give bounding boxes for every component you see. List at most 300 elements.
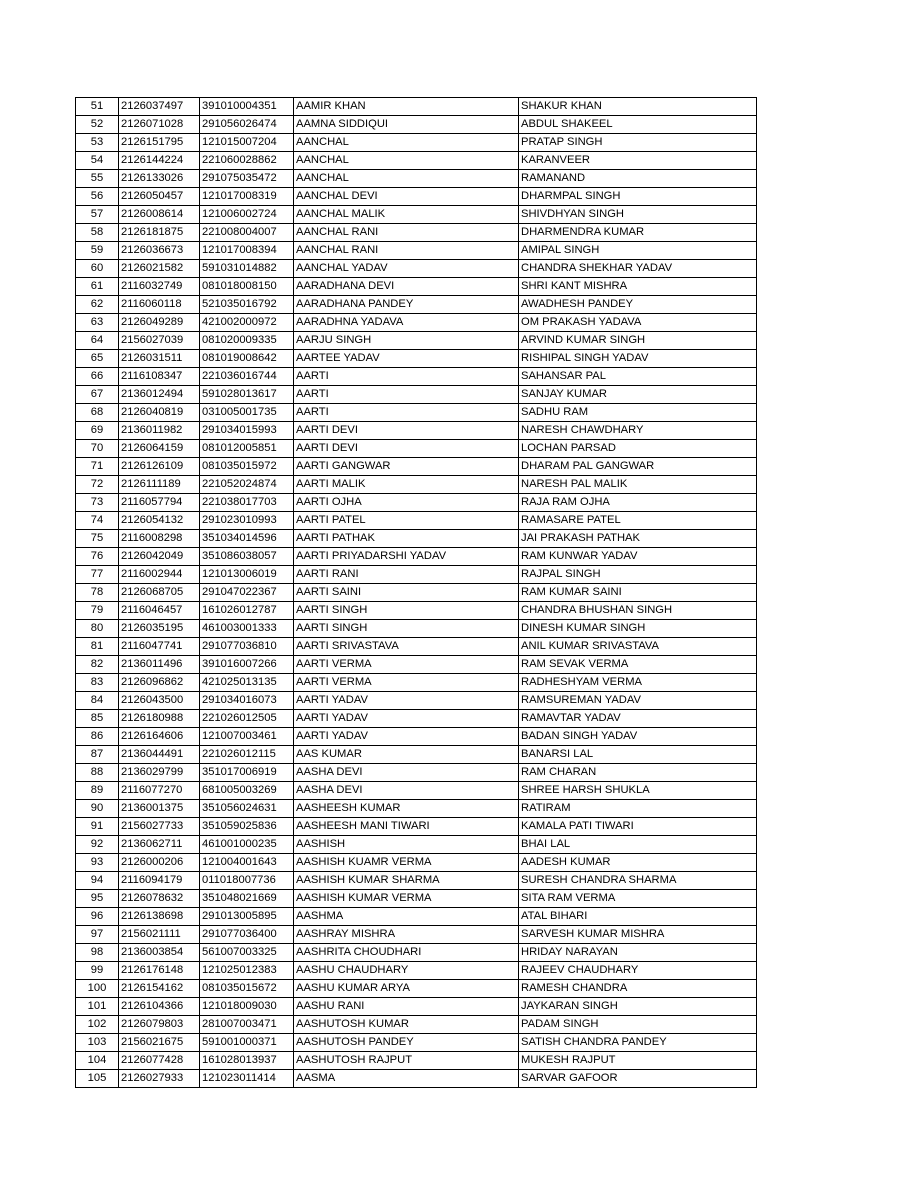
candidate-name-cell: AASHUTOSH KUMAR xyxy=(294,1016,519,1034)
father-name-cell: ARVIND KUMAR SINGH xyxy=(519,332,757,350)
father-name-cell: NARESH CHAWDHARY xyxy=(519,422,757,440)
candidate-name-cell: AASHU KUMAR ARYA xyxy=(294,980,519,998)
father-name-cell: SAHANSAR PAL xyxy=(519,368,757,386)
serial-number-cell: 78 xyxy=(76,584,119,602)
table-row xyxy=(76,152,757,170)
code-number-cell: 421025013135 xyxy=(200,674,294,692)
code-number-cell: 461003001333 xyxy=(200,620,294,638)
code-number-cell: 081012005851 xyxy=(200,440,294,458)
serial-number-cell: 60 xyxy=(76,260,119,278)
candidate-name-cell: AANCHAL xyxy=(294,152,519,170)
candidate-name-cell: AASMA xyxy=(294,1070,519,1088)
father-name-cell: SARVAR GAFOOR xyxy=(519,1070,757,1088)
code-number-cell: 591031014882 xyxy=(200,260,294,278)
code-number-cell: 281007003471 xyxy=(200,1016,294,1034)
table-row xyxy=(76,134,757,152)
code-number-cell: 681005003269 xyxy=(200,782,294,800)
candidate-name-cell: AARTI YADAV xyxy=(294,692,519,710)
registration-number-cell: 2156027039 xyxy=(119,332,200,350)
father-name-cell: SHIVDHYAN SINGH xyxy=(519,206,757,224)
serial-number-cell: 88 xyxy=(76,764,119,782)
table-row xyxy=(76,1034,757,1052)
father-name-cell: SITA RAM VERMA xyxy=(519,890,757,908)
table-row xyxy=(76,638,757,656)
table-row xyxy=(76,440,757,458)
serial-number-cell: 57 xyxy=(76,206,119,224)
registration-number-cell: 2126035195 xyxy=(119,620,200,638)
registration-number-cell: 2126079803 xyxy=(119,1016,200,1034)
registration-number-cell: 2126176148 xyxy=(119,962,200,980)
candidate-table xyxy=(75,97,757,1088)
candidate-name-cell: AARTI xyxy=(294,368,519,386)
father-name-cell: RAMAVTAR YADAV xyxy=(519,710,757,728)
code-number-cell: 221036016744 xyxy=(200,368,294,386)
serial-number-cell: 74 xyxy=(76,512,119,530)
candidate-name-cell: AARTI YADAV xyxy=(294,728,519,746)
serial-number-cell: 103 xyxy=(76,1034,119,1052)
father-name-cell: RAJEEV CHAUDHARY xyxy=(519,962,757,980)
serial-number-cell: 97 xyxy=(76,926,119,944)
father-name-cell: RAJPAL SINGH xyxy=(519,566,757,584)
registration-number-cell: 2116094179 xyxy=(119,872,200,890)
registration-number-cell: 2126078632 xyxy=(119,890,200,908)
father-name-cell: CHANDRA SHEKHAR YADAV xyxy=(519,260,757,278)
candidate-name-cell: AARJU SINGH xyxy=(294,332,519,350)
registration-number-cell: 2126181875 xyxy=(119,224,200,242)
table-row xyxy=(76,1016,757,1034)
candidate-name-cell: AARTI PRIYADARSHI YADAV xyxy=(294,548,519,566)
registration-number-cell: 2126049289 xyxy=(119,314,200,332)
code-number-cell: 081035015972 xyxy=(200,458,294,476)
code-number-cell: 351056024631 xyxy=(200,800,294,818)
father-name-cell: JAYKARAN SINGH xyxy=(519,998,757,1016)
father-name-cell: KAMALA PATI TIWARI xyxy=(519,818,757,836)
code-number-cell: 161026012787 xyxy=(200,602,294,620)
father-name-cell: DHARAM PAL GANGWAR xyxy=(519,458,757,476)
serial-number-cell: 83 xyxy=(76,674,119,692)
registration-number-cell: 2136011496 xyxy=(119,656,200,674)
code-number-cell: 351034014596 xyxy=(200,530,294,548)
father-name-cell: SHAKUR KHAN xyxy=(519,98,757,116)
table-row xyxy=(76,116,757,134)
registration-number-cell: 2126037497 xyxy=(119,98,200,116)
serial-number-cell: 65 xyxy=(76,350,119,368)
code-number-cell: 291023010993 xyxy=(200,512,294,530)
candidate-name-cell: AARTI GANGWAR xyxy=(294,458,519,476)
serial-number-cell: 79 xyxy=(76,602,119,620)
father-name-cell: BADAN SINGH YADAV xyxy=(519,728,757,746)
serial-number-cell: 54 xyxy=(76,152,119,170)
code-number-cell: 351048021669 xyxy=(200,890,294,908)
registration-number-cell: 2126151795 xyxy=(119,134,200,152)
code-number-cell: 591028013617 xyxy=(200,386,294,404)
registration-number-cell: 2136011982 xyxy=(119,422,200,440)
candidate-name-cell: AARTI MALIK xyxy=(294,476,519,494)
serial-number-cell: 87 xyxy=(76,746,119,764)
registration-number-cell: 2136001375 xyxy=(119,800,200,818)
table-row xyxy=(76,1052,757,1070)
table-row xyxy=(76,98,757,116)
table-row xyxy=(76,548,757,566)
registration-number-cell: 2126021582 xyxy=(119,260,200,278)
candidate-name-cell: AAMNA SIDDIQUI xyxy=(294,116,519,134)
serial-number-cell: 64 xyxy=(76,332,119,350)
candidate-name-cell: AARTI xyxy=(294,386,519,404)
serial-number-cell: 56 xyxy=(76,188,119,206)
table-row xyxy=(76,494,757,512)
candidate-name-cell: AARTI RANI xyxy=(294,566,519,584)
registration-number-cell: 2116046457 xyxy=(119,602,200,620)
serial-number-cell: 62 xyxy=(76,296,119,314)
serial-number-cell: 89 xyxy=(76,782,119,800)
table-row xyxy=(76,242,757,260)
code-number-cell: 291034015993 xyxy=(200,422,294,440)
candidate-name-cell: AAS KUMAR xyxy=(294,746,519,764)
registration-number-cell: 2126111189 xyxy=(119,476,200,494)
serial-number-cell: 75 xyxy=(76,530,119,548)
registration-number-cell: 2116057794 xyxy=(119,494,200,512)
code-number-cell: 221052024874 xyxy=(200,476,294,494)
candidate-name-cell: AASHEESH KUMAR xyxy=(294,800,519,818)
father-name-cell: HRIDAY NARAYAN xyxy=(519,944,757,962)
registration-number-cell: 2136003854 xyxy=(119,944,200,962)
serial-number-cell: 92 xyxy=(76,836,119,854)
code-number-cell: 121015007204 xyxy=(200,134,294,152)
registration-number-cell: 2126133026 xyxy=(119,170,200,188)
father-name-cell: RAM SEVAK VERMA xyxy=(519,656,757,674)
serial-number-cell: 101 xyxy=(76,998,119,1016)
father-name-cell: CHANDRA BHUSHAN SINGH xyxy=(519,602,757,620)
father-name-cell: SANJAY KUMAR xyxy=(519,386,757,404)
code-number-cell: 121007003461 xyxy=(200,728,294,746)
father-name-cell: OM PRAKASH YADAVA xyxy=(519,314,757,332)
code-number-cell: 291077036400 xyxy=(200,926,294,944)
candidate-name-cell: AASHU CHAUDHARY xyxy=(294,962,519,980)
registration-number-cell: 2126068705 xyxy=(119,584,200,602)
serial-number-cell: 52 xyxy=(76,116,119,134)
candidate-name-cell: AARTEE YADAV xyxy=(294,350,519,368)
code-number-cell: 121004001643 xyxy=(200,854,294,872)
father-name-cell: PADAM SINGH xyxy=(519,1016,757,1034)
registration-number-cell: 2126050457 xyxy=(119,188,200,206)
table-row xyxy=(76,278,757,296)
serial-number-cell: 102 xyxy=(76,1016,119,1034)
candidate-name-cell: AASHRITA CHOUDHARI xyxy=(294,944,519,962)
father-name-cell: SARVESH KUMAR MISHRA xyxy=(519,926,757,944)
registration-number-cell: 2126096862 xyxy=(119,674,200,692)
registration-number-cell: 2126138698 xyxy=(119,908,200,926)
table-row xyxy=(76,980,757,998)
candidate-name-cell: AARTI SAINI xyxy=(294,584,519,602)
table-row xyxy=(76,710,757,728)
code-number-cell: 291013005895 xyxy=(200,908,294,926)
father-name-cell: RAM KUNWAR YADAV xyxy=(519,548,757,566)
serial-number-cell: 85 xyxy=(76,710,119,728)
table-row xyxy=(76,872,757,890)
code-number-cell: 161028013937 xyxy=(200,1052,294,1070)
table-row xyxy=(76,350,757,368)
serial-number-cell: 66 xyxy=(76,368,119,386)
father-name-cell: RAJA RAM OJHA xyxy=(519,494,757,512)
registration-number-cell: 2126164606 xyxy=(119,728,200,746)
registration-number-cell: 2126144224 xyxy=(119,152,200,170)
candidate-name-cell: AARADHANA DEVI xyxy=(294,278,519,296)
father-name-cell: ABDUL SHAKEEL xyxy=(519,116,757,134)
father-name-cell: DHARMPAL SINGH xyxy=(519,188,757,206)
code-number-cell: 291034016073 xyxy=(200,692,294,710)
candidate-name-cell: AASHISH KUMAR VERMA xyxy=(294,890,519,908)
code-number-cell: 391016007266 xyxy=(200,656,294,674)
registration-number-cell: 2126040819 xyxy=(119,404,200,422)
table-row xyxy=(76,674,757,692)
serial-number-cell: 61 xyxy=(76,278,119,296)
registration-number-cell: 2126154162 xyxy=(119,980,200,998)
serial-number-cell: 98 xyxy=(76,944,119,962)
serial-number-cell: 93 xyxy=(76,854,119,872)
candidate-name-cell: AANCHAL YADAV xyxy=(294,260,519,278)
serial-number-cell: 59 xyxy=(76,242,119,260)
father-name-cell: KARANVEER xyxy=(519,152,757,170)
code-number-cell: 221008004007 xyxy=(200,224,294,242)
table-row xyxy=(76,782,757,800)
code-number-cell: 521035016792 xyxy=(200,296,294,314)
serial-number-cell: 100 xyxy=(76,980,119,998)
registration-number-cell: 2136062711 xyxy=(119,836,200,854)
candidate-name-cell: AARTI OJHA xyxy=(294,494,519,512)
serial-number-cell: 80 xyxy=(76,620,119,638)
registration-number-cell: 2126077428 xyxy=(119,1052,200,1070)
serial-number-cell: 104 xyxy=(76,1052,119,1070)
registration-number-cell: 2126000206 xyxy=(119,854,200,872)
serial-number-cell: 95 xyxy=(76,890,119,908)
code-number-cell: 291056026474 xyxy=(200,116,294,134)
table-row xyxy=(76,998,757,1016)
table-row xyxy=(76,728,757,746)
serial-number-cell: 69 xyxy=(76,422,119,440)
table-row xyxy=(76,602,757,620)
candidate-name-cell: AARADHANA PANDEY xyxy=(294,296,519,314)
serial-number-cell: 82 xyxy=(76,656,119,674)
registration-number-cell: 2126104366 xyxy=(119,998,200,1016)
father-name-cell: DHARMENDRA KUMAR xyxy=(519,224,757,242)
code-number-cell: 121013006019 xyxy=(200,566,294,584)
father-name-cell: AWADHESH PANDEY xyxy=(519,296,757,314)
table-row xyxy=(76,530,757,548)
code-number-cell: 221026012115 xyxy=(200,746,294,764)
table-row xyxy=(76,386,757,404)
registration-number-cell: 2126043500 xyxy=(119,692,200,710)
table-row xyxy=(76,890,757,908)
code-number-cell: 461001000235 xyxy=(200,836,294,854)
serial-number-cell: 77 xyxy=(76,566,119,584)
serial-number-cell: 55 xyxy=(76,170,119,188)
table-row xyxy=(76,512,757,530)
table-row xyxy=(76,422,757,440)
father-name-cell: AADESH KUMAR xyxy=(519,854,757,872)
candidate-name-cell: AARTI VERMA xyxy=(294,656,519,674)
table-row xyxy=(76,206,757,224)
table-row xyxy=(76,926,757,944)
candidate-name-cell: AASHU RANI xyxy=(294,998,519,1016)
candidate-name-cell: AASHMA xyxy=(294,908,519,926)
candidate-name-cell: AARTI SRIVASTAVA xyxy=(294,638,519,656)
candidate-name-cell: AASHA DEVI xyxy=(294,782,519,800)
father-name-cell: RAMSUREMAN YADAV xyxy=(519,692,757,710)
serial-number-cell: 51 xyxy=(76,98,119,116)
registration-number-cell: 2156021675 xyxy=(119,1034,200,1052)
serial-number-cell: 72 xyxy=(76,476,119,494)
code-number-cell: 121018009030 xyxy=(200,998,294,1016)
candidate-table-body xyxy=(76,98,757,1088)
father-name-cell: DINESH KUMAR SINGH xyxy=(519,620,757,638)
code-number-cell: 121017008394 xyxy=(200,242,294,260)
serial-number-cell: 99 xyxy=(76,962,119,980)
candidate-name-cell: AASHRAY MISHRA xyxy=(294,926,519,944)
registration-number-cell: 2126064159 xyxy=(119,440,200,458)
table-row xyxy=(76,962,757,980)
registration-number-cell: 2116077270 xyxy=(119,782,200,800)
father-name-cell: JAI PRAKASH PATHAK xyxy=(519,530,757,548)
code-number-cell: 031005001735 xyxy=(200,404,294,422)
table-row xyxy=(76,908,757,926)
registration-number-cell: 2136029799 xyxy=(119,764,200,782)
candidate-name-cell: AARTI DEVI xyxy=(294,422,519,440)
table-row xyxy=(76,584,757,602)
code-number-cell: 291047022367 xyxy=(200,584,294,602)
candidate-name-cell: AASHISH KUMAR SHARMA xyxy=(294,872,519,890)
candidate-name-cell: AANCHAL MALIK xyxy=(294,206,519,224)
father-name-cell: SATISH CHANDRA PANDEY xyxy=(519,1034,757,1052)
registration-number-cell: 2126126109 xyxy=(119,458,200,476)
table-row xyxy=(76,566,757,584)
registration-number-cell: 2126031511 xyxy=(119,350,200,368)
registration-number-cell: 2116002944 xyxy=(119,566,200,584)
father-name-cell: SHRI KANT MISHRA xyxy=(519,278,757,296)
registration-number-cell: 2116047741 xyxy=(119,638,200,656)
candidate-name-cell: AASHISH xyxy=(294,836,519,854)
registration-number-cell: 2116060118 xyxy=(119,296,200,314)
registration-number-cell: 2156027733 xyxy=(119,818,200,836)
code-number-cell: 351059025836 xyxy=(200,818,294,836)
candidate-name-cell: AASHUTOSH RAJPUT xyxy=(294,1052,519,1070)
father-name-cell: SADHU RAM xyxy=(519,404,757,422)
serial-number-cell: 68 xyxy=(76,404,119,422)
code-number-cell: 391010004351 xyxy=(200,98,294,116)
candidate-name-cell: AANCHAL RANI xyxy=(294,242,519,260)
table-row xyxy=(76,944,757,962)
table-row xyxy=(76,746,757,764)
father-name-cell: PRATAP SINGH xyxy=(519,134,757,152)
serial-number-cell: 94 xyxy=(76,872,119,890)
serial-number-cell: 73 xyxy=(76,494,119,512)
table-row xyxy=(76,260,757,278)
father-name-cell: RATIRAM xyxy=(519,800,757,818)
father-name-cell: SURESH CHANDRA SHARMA xyxy=(519,872,757,890)
code-number-cell: 121017008319 xyxy=(200,188,294,206)
serial-number-cell: 84 xyxy=(76,692,119,710)
candidate-name-cell: AARTI xyxy=(294,404,519,422)
candidate-name-cell: AARADHNA YADAVA xyxy=(294,314,519,332)
table-row xyxy=(76,404,757,422)
table-row xyxy=(76,224,757,242)
table-row xyxy=(76,296,757,314)
code-number-cell: 081019008642 xyxy=(200,350,294,368)
serial-number-cell: 81 xyxy=(76,638,119,656)
serial-number-cell: 63 xyxy=(76,314,119,332)
registration-number-cell: 2126027933 xyxy=(119,1070,200,1088)
registration-number-cell: 2126042049 xyxy=(119,548,200,566)
table-row xyxy=(76,368,757,386)
table-row xyxy=(76,656,757,674)
serial-number-cell: 67 xyxy=(76,386,119,404)
candidate-name-cell: AARTI DEVI xyxy=(294,440,519,458)
code-number-cell: 291077036810 xyxy=(200,638,294,656)
code-number-cell: 121023011414 xyxy=(200,1070,294,1088)
table-row xyxy=(76,854,757,872)
father-name-cell: RAMANAND xyxy=(519,170,757,188)
candidate-name-cell: AARTI SINGH xyxy=(294,602,519,620)
table-row xyxy=(76,458,757,476)
serial-number-cell: 58 xyxy=(76,224,119,242)
code-number-cell: 351086038057 xyxy=(200,548,294,566)
code-number-cell: 291075035472 xyxy=(200,170,294,188)
code-number-cell: 011018007736 xyxy=(200,872,294,890)
code-number-cell: 221026012505 xyxy=(200,710,294,728)
table-row xyxy=(76,170,757,188)
father-name-cell: RAM CHARAN xyxy=(519,764,757,782)
code-number-cell: 121025012383 xyxy=(200,962,294,980)
father-name-cell: RAM KUMAR SAINI xyxy=(519,584,757,602)
candidate-name-cell: AANCHAL RANI xyxy=(294,224,519,242)
father-name-cell: BANARSI LAL xyxy=(519,746,757,764)
candidate-name-cell: AANCHAL xyxy=(294,170,519,188)
candidate-name-cell: AAMIR KHAN xyxy=(294,98,519,116)
serial-number-cell: 76 xyxy=(76,548,119,566)
father-name-cell: ANIL KUMAR SRIVASTAVA xyxy=(519,638,757,656)
code-number-cell: 421002000972 xyxy=(200,314,294,332)
father-name-cell: LOCHAN PARSAD xyxy=(519,440,757,458)
serial-number-cell: 71 xyxy=(76,458,119,476)
father-name-cell: AMIPAL SINGH xyxy=(519,242,757,260)
serial-number-cell: 105 xyxy=(76,1070,119,1088)
registration-number-cell: 2156021111 xyxy=(119,926,200,944)
code-number-cell: 221038017703 xyxy=(200,494,294,512)
candidate-name-cell: AARTI PATHAK xyxy=(294,530,519,548)
father-name-cell: RAMASARE PATEL xyxy=(519,512,757,530)
registration-number-cell: 2126180988 xyxy=(119,710,200,728)
candidate-name-cell: AASHISH KUAMR VERMA xyxy=(294,854,519,872)
candidate-name-cell: AARTI YADAV xyxy=(294,710,519,728)
father-name-cell: ATAL BIHARI xyxy=(519,908,757,926)
table-row xyxy=(76,818,757,836)
father-name-cell: BHAI LAL xyxy=(519,836,757,854)
table-row xyxy=(76,1070,757,1088)
serial-number-cell: 96 xyxy=(76,908,119,926)
code-number-cell: 081020009335 xyxy=(200,332,294,350)
table-row xyxy=(76,314,757,332)
code-number-cell: 081018008150 xyxy=(200,278,294,296)
table-row xyxy=(76,476,757,494)
candidate-name-cell: AARTI VERMA xyxy=(294,674,519,692)
father-name-cell: MUKESH RAJPUT xyxy=(519,1052,757,1070)
table-row xyxy=(76,332,757,350)
code-number-cell: 561007003325 xyxy=(200,944,294,962)
candidate-name-cell: AARTI PATEL xyxy=(294,512,519,530)
table-row xyxy=(76,620,757,638)
registration-number-cell: 2126071028 xyxy=(119,116,200,134)
serial-number-cell: 70 xyxy=(76,440,119,458)
serial-number-cell: 91 xyxy=(76,818,119,836)
